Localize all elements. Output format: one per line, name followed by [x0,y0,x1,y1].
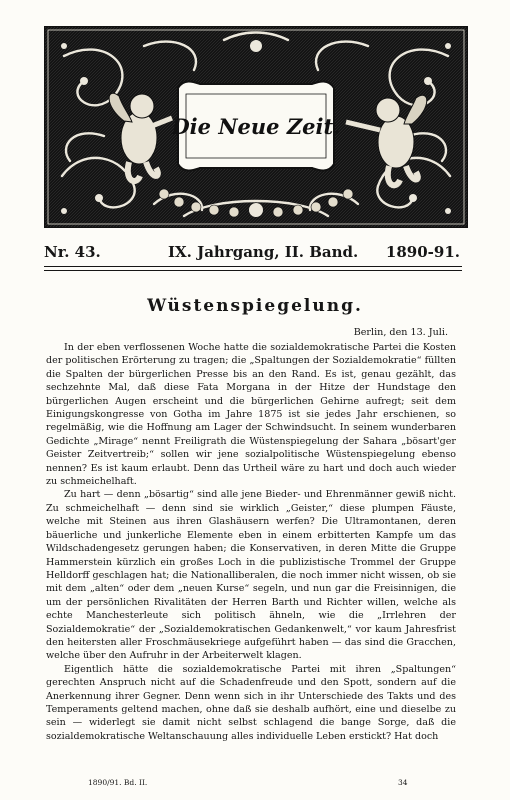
footer-signature: 1890/91. Bd. II. [88,778,148,787]
masthead-title: Die Neue Zeit. [171,114,341,139]
paragraph-2: Zu hart — denn „bösartig“ sind alle jene Bieder- und Ehrenmänner gewiß nicht. Zu schmeichelhaft — denn sind sie wirklich „Geister,“ diese plumpen Fäuste, welche mit Steinen aus ihren Glashäusern werfen? Die Ultramontanen, deren bäuerliche und junkerliche Elemente eben in einem erbitterten Kampfe um das Wildschadengesetz gerungen haben; die Konservativen, in deren Mitte die Gruppe Hammerstein kürzlich ein großes Loch in die publizistische Trommel der Gruppe Helldorff geschlagen hat; die Nationalliberalen, die noch immer nicht wissen, ob sie mit dem „alten“ oder dem „neuen Kurse“ segeln, und nun gar die Freisinnigen, die um der persönlichen Rivalitäten der Herren Barth und Richter willen, welche als echte Manchesterleute sich politisch ähneln, wie die „Irrlehren der Sozialdemokratie“ der „Sozialdemokratischen Gedankenwelt,“ vor kaum Jahresfrist den heitersten aller Froschmäusekriege aufgeführt haben — das sind die Gracchen, welche über den Aufruhr in der Arbeiterwelt klagen. [46,489,456,662]
issue-volume: IX. Jahrgang, II. Band. [168,243,359,261]
masthead-ornament [44,26,468,228]
header-rule-top [44,266,462,267]
issue-year: 1890-91. [385,243,460,261]
article-body [46,341,456,743]
issue-number: Nr. 43. [44,243,101,261]
paragraph-1: In der eben verflossenen Woche hatte die sozialdemokratische Partei die Kosten der politischen Erörterung zu tragen; die „Spaltungen der Sozialdemokratie“ füllten die Spalten der bürgerlichen Presse bis an den Rand. Es ist, genau gezählt, das sechzehnte Mal, daß diese Fata Morgana in der Hitze der Hundstage den bürgerlichen Augen erscheint und die bürgerlichen Gehirne aufregt; seit dem Einigungskongresse von Gotha im Jahre 1875 ist sie jedes Jahr erschienen, so regelmäßig, wie die Hoffnung am Lager der Schwindsucht. In seinem wunderbaren Gedichte „Mirage“ nennt Freiligrath die Wüstenspiegelung der Sahara „bösart'ger Geister Zeitvertreib;“ sollen wir jene sozialpolitische Wüstenspiegelung ebenso nennen? Es ist kaum erlaubt. Denn das Urtheil wäre zu hart und doch auch wieder zu schmeichelhaft. [46,342,456,488]
page-number: 34 [398,778,408,787]
page-footer [0,778,510,790]
ornament-illustration [44,26,468,228]
paragraph-3: Eigentlich hätte die sozialdemokratische Partei mit ihren „Spaltungen“ gerechten Anspruch nicht auf die Schadenfreude und den Spott, sondern auf die Anerkennung ihrer Gegner. Denn wenn sich in ihr Unterschiede des Takts und des Temperaments geltend machen, ohne daß sie deshalb aufhört, eine und dieselbe zu sein — widerlegt sie damit nicht selbst schlagend die bange Sorge, daß die sozialdemokratische Weltanschauung alles individuelle Leben erstickt? Hat doch [46,663,456,742]
dateline: Berlin, den 13. Juli. [353,327,448,338]
issue-line [44,243,460,265]
article-title: Wüstenspiegelung. [147,296,363,316]
header-rule-bottom [44,270,462,271]
